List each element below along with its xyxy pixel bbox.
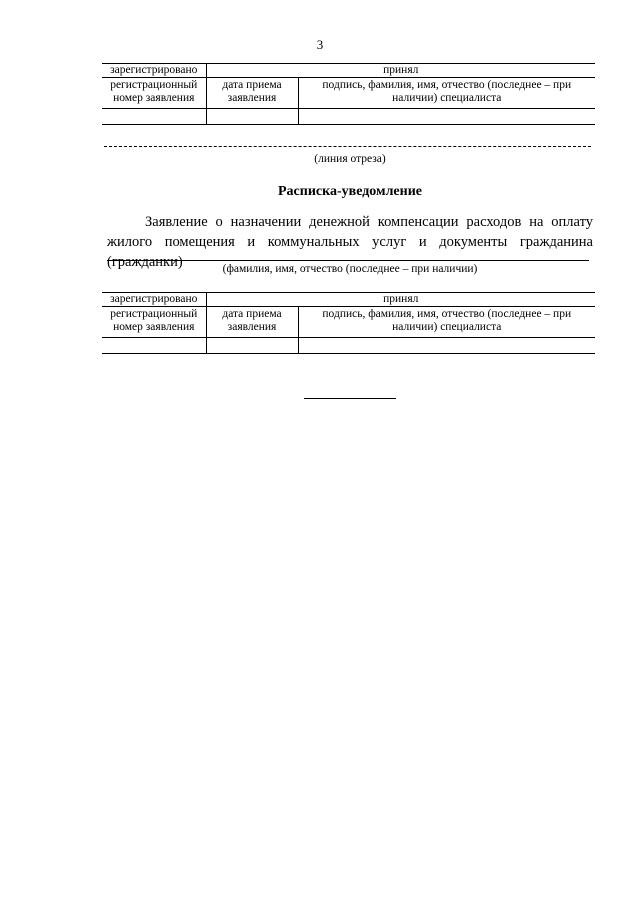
fio-label: (фамилия, имя, отчество (последнее – при наличии)	[222, 263, 478, 275]
accepted-header: принял	[206, 64, 595, 78]
registration-number-cell[interactable]	[102, 109, 206, 125]
specialist-signature-column: подпись, фамилия, имя, отчество (последнее – при наличии) специалиста	[298, 78, 595, 109]
receipt-text: Заявление о назначении денежной компенсации расходов на оплату жилого помещения и коммунальных услуг и документы гражданина (гражданки)	[107, 214, 593, 270]
cut-line	[104, 146, 591, 147]
acceptance-date-column: дата приема заявления	[206, 78, 298, 109]
registered-header: зарегистрировано	[102, 293, 206, 307]
acceptance-date-column: дата приема заявления	[206, 307, 298, 338]
specialist-signature-column: подпись, фамилия, имя, отчество (последнее – при наличии) специалиста	[298, 307, 595, 338]
specialist-signature-cell[interactable]	[298, 338, 595, 354]
registration-number-cell[interactable]	[102, 338, 206, 354]
registration-table-bottom	[102, 292, 595, 354]
specialist-signature-cell[interactable]	[298, 109, 595, 125]
acceptance-date-cell[interactable]	[206, 109, 298, 125]
acceptance-date-cell[interactable]	[206, 338, 298, 354]
registration-table-top	[102, 63, 595, 125]
registration-number-column: регистрационный номер заявления	[102, 78, 206, 109]
registered-header: зарегистрировано	[102, 64, 206, 78]
page-number: 3	[316, 37, 324, 52]
fio-line[interactable]	[107, 260, 589, 261]
cut-line-label: (линия отреза)	[314, 153, 386, 165]
end-line	[304, 398, 396, 399]
accepted-header: принял	[206, 293, 595, 307]
registration-number-column: регистрационный номер заявления	[102, 307, 206, 338]
receipt-title: Расписка-уведомление	[278, 184, 422, 199]
